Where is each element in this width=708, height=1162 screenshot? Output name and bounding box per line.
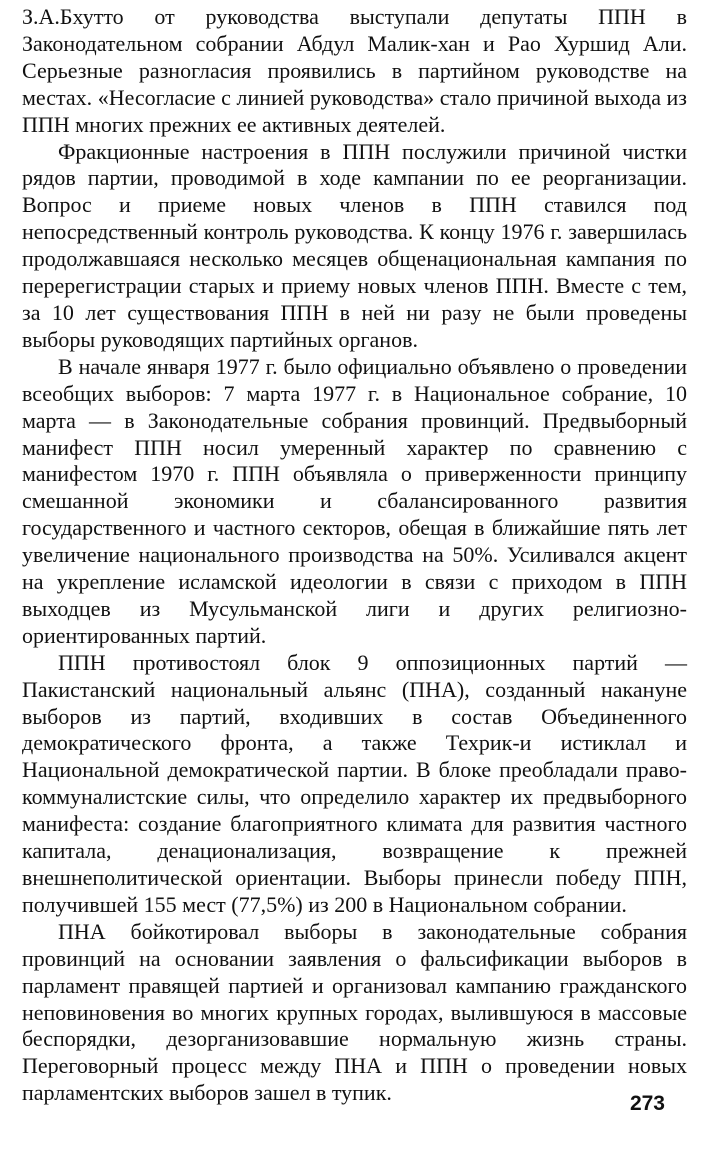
paragraph: З.А.Бхутто от руководства выступали депутаты ППН в Законодательном собрании Абдул Малик-хан и Рао Хуршид Али. Серьезные разногласия проявились в партийном руководстве на местах. «Несогласие с линией руководства» стало причиной выхода из ППН многих прежних ее активных деятелей. bbox=[22, 4, 687, 137]
book-page bbox=[22, 0, 687, 1162]
paragraph: ПНА бойкотировал выборы в законодательные собрания провинций на основании заявления о фальсификации выборов в парламент правящей партией и организовал кампанию гражданского неповиновения во многих крупных городах, вылившуюся в массовые беспорядки, дезорганизовавшие нормальную жизнь страны. Переговорный процесс между ПНА и ППН о проведении новых парламентских выборов зашел в тупик. bbox=[22, 918, 687, 1106]
paragraph: Фракционные настроения в ППН послужили причиной чистки рядов партии, проводимой в ходе кампании по ее реорганизации. Вопрос и приеме новых членов в ППН ставился под непосредственный контроль руководства. К концу 1976 г. завершилась продолжавшаяся несколько месяцев общенациональная кампания по перерегистрации старых и приему новых членов ППН. Вместе с тем, за 10 лет существования ППН в ней ни разу не были проведены выборы руководящих партийных органов. bbox=[22, 138, 687, 352]
paragraph: ППН противостоял блок 9 оппозиционных партий — Пакистанский национальный альянс (ПНА), созданный накануне выборов из партий, входивших в состав Объединенного демократического фронта, а также Техрик-и истиклал и Национальной демократической партии. В блоке преобладали право-коммуналистские силы, что определило характер их предвыборного манифеста: создание благоприятного климата для развития частного капитала, денационализация, возвращение к прежней внешнеполитической ориентации. Выборы принесли победу ППН, получившей 155 мест (77,5%) из 200 в Национальном собрании. bbox=[22, 649, 687, 917]
body-text bbox=[22, 4, 687, 1107]
page-number: 273 bbox=[629, 1092, 665, 1115]
paragraph: В начале января 1977 г. было официально объявлено о проведении всеобщих выборов: 7 марта 1977 г. в Национальное собрание, 10 марта — в Законодательные собрания провинций. Предвыборный манифест ППН носил умеренный характер по сравнению с манифестом 1970 г. ППН объявляла о приверженности принципу смешанной экономики и сбалансированного развития государственного и частного секторов, обещая в ближайшие пять лет увеличение национального производства на 50%. Усиливался акцент на укрепление исламской идеологии в связи с приходом в ППН выходцев из Мусульманской лиги и других религиозно-ориентированных партий. bbox=[22, 353, 687, 648]
